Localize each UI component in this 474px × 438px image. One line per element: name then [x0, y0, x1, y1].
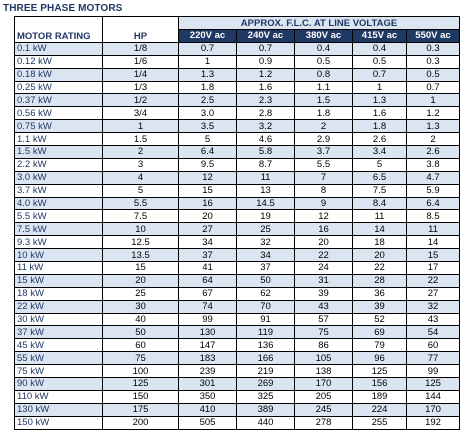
cell-550v: 125	[407, 378, 460, 391]
cell-hp: 3/4	[103, 107, 179, 120]
motor-current-table	[14, 16, 460, 430]
table-row	[15, 158, 460, 171]
table-row	[15, 378, 460, 391]
cell-motor-rating: 1.5 kW	[15, 146, 103, 159]
cell-550v: 144	[407, 390, 460, 403]
cell-240v: 11	[237, 171, 295, 184]
cell-220v: 147	[179, 339, 237, 352]
cell-240v: 62	[237, 287, 295, 300]
cell-240v: 119	[237, 326, 295, 339]
cell-550v: 11	[407, 223, 460, 236]
cell-240v: 2.3	[237, 94, 295, 107]
cell-415v: 11	[353, 210, 407, 223]
table-row	[15, 223, 460, 236]
cell-415v: 125	[353, 365, 407, 378]
cell-hp: 175	[103, 403, 179, 416]
cell-220v: 239	[179, 365, 237, 378]
cell-220v: 183	[179, 352, 237, 365]
cell-hp: 1/2	[103, 94, 179, 107]
cell-motor-rating: 1.1 kW	[15, 133, 103, 146]
table-row	[15, 94, 460, 107]
cell-220v: 1	[179, 55, 237, 68]
cell-motor-rating: 150 kW	[15, 416, 103, 429]
cell-hp: 50	[103, 326, 179, 339]
cell-220v: 1.8	[179, 81, 237, 94]
cell-550v: 1	[407, 94, 460, 107]
cell-415v: 22	[353, 262, 407, 275]
table-row	[15, 55, 460, 68]
cell-hp: 12.5	[103, 236, 179, 249]
cell-240v: 19	[237, 210, 295, 223]
cell-240v: 13	[237, 184, 295, 197]
table-row	[15, 81, 460, 94]
cell-hp: 125	[103, 378, 179, 391]
header-voltage-415: 415V ac	[353, 30, 407, 43]
cell-motor-rating: 0.75 kW	[15, 120, 103, 133]
cell-550v: 2.6	[407, 146, 460, 159]
cell-380v: 12	[295, 210, 353, 223]
cell-240v: 34	[237, 249, 295, 262]
cell-240v: 4.6	[237, 133, 295, 146]
table-row	[15, 326, 460, 339]
cell-380v: 43	[295, 300, 353, 313]
cell-motor-rating: 37 kW	[15, 326, 103, 339]
cell-220v: 505	[179, 416, 237, 429]
cell-220v: 99	[179, 313, 237, 326]
cell-380v: 1.5	[295, 94, 353, 107]
cell-240v: 269	[237, 378, 295, 391]
cell-220v: 74	[179, 300, 237, 313]
cell-220v: 3.0	[179, 107, 237, 120]
cell-415v: 1.8	[353, 120, 407, 133]
cell-motor-rating: 10 kW	[15, 249, 103, 262]
cell-415v: 1.6	[353, 107, 407, 120]
cell-220v: 130	[179, 326, 237, 339]
cell-415v: 189	[353, 390, 407, 403]
table-row	[15, 68, 460, 81]
cell-220v: 15	[179, 184, 237, 197]
cell-415v: 96	[353, 352, 407, 365]
cell-hp: 3	[103, 158, 179, 171]
cell-240v: 440	[237, 416, 295, 429]
table-row	[15, 300, 460, 313]
table-row	[15, 403, 460, 416]
cell-240v: 1.2	[237, 68, 295, 81]
cell-380v: 24	[295, 262, 353, 275]
cell-220v: 37	[179, 249, 237, 262]
cell-240v: 50	[237, 274, 295, 287]
cell-220v: 64	[179, 274, 237, 287]
cell-220v: 20	[179, 210, 237, 223]
cell-motor-rating: 3.7 kW	[15, 184, 103, 197]
cell-240v: 0.9	[237, 55, 295, 68]
cell-hp: 15	[103, 262, 179, 275]
cell-220v: 1.3	[179, 68, 237, 81]
cell-380v: 1.1	[295, 81, 353, 94]
cell-hp: 1/3	[103, 81, 179, 94]
cell-380v: 138	[295, 365, 353, 378]
cell-550v: 170	[407, 403, 460, 416]
cell-415v: 7.5	[353, 184, 407, 197]
cell-380v: 7	[295, 171, 353, 184]
cell-415v: 79	[353, 339, 407, 352]
cell-hp: 1/4	[103, 68, 179, 81]
cell-hp: 20	[103, 274, 179, 287]
cell-240v: 0.7	[237, 42, 295, 55]
cell-380v: 0.8	[295, 68, 353, 81]
cell-380v: 3.7	[295, 146, 353, 159]
table-row	[15, 107, 460, 120]
cell-550v: 22	[407, 274, 460, 287]
header-group-row	[15, 17, 460, 30]
table-row	[15, 197, 460, 210]
cell-220v: 301	[179, 378, 237, 391]
header-hp: HP	[103, 30, 179, 43]
cell-380v: 9	[295, 197, 353, 210]
cell-550v: 0.3	[407, 42, 460, 55]
cell-motor-rating: 18 kW	[15, 287, 103, 300]
cell-hp: 30	[103, 300, 179, 313]
header-motor-rating: MOTOR RATING	[15, 30, 103, 43]
cell-motor-rating: 110 kW	[15, 390, 103, 403]
table-row	[15, 262, 460, 275]
cell-hp: 4	[103, 171, 179, 184]
cell-415v: 156	[353, 378, 407, 391]
cell-415v: 0.7	[353, 68, 407, 81]
cell-240v: 32	[237, 236, 295, 249]
cell-550v: 192	[407, 416, 460, 429]
header-columns-row	[15, 30, 460, 43]
cell-240v: 70	[237, 300, 295, 313]
cell-380v: 31	[295, 274, 353, 287]
cell-motor-rating: 0.12 kW	[15, 55, 103, 68]
cell-380v: 22	[295, 249, 353, 262]
cell-380v: 16	[295, 223, 353, 236]
table-row	[15, 42, 460, 55]
cell-550v: 1.2	[407, 107, 460, 120]
cell-220v: 12	[179, 171, 237, 184]
cell-motor-rating: 9.3 kW	[15, 236, 103, 249]
cell-hp: 1/8	[103, 42, 179, 55]
cell-hp: 150	[103, 390, 179, 403]
cell-550v: 77	[407, 352, 460, 365]
header-blank-cell	[15, 17, 103, 30]
cell-550v: 17	[407, 262, 460, 275]
cell-240v: 2.8	[237, 107, 295, 120]
cell-240v: 325	[237, 390, 295, 403]
cell-380v: 1.8	[295, 107, 353, 120]
cell-415v: 224	[353, 403, 407, 416]
cell-motor-rating: 15 kW	[15, 274, 103, 287]
table-row	[15, 120, 460, 133]
table-row	[15, 313, 460, 326]
cell-415v: 1	[353, 81, 407, 94]
cell-550v: 6.4	[407, 197, 460, 210]
cell-380v: 2	[295, 120, 353, 133]
cell-220v: 5	[179, 133, 237, 146]
cell-415v: 28	[353, 274, 407, 287]
cell-550v: 1.3	[407, 120, 460, 133]
cell-220v: 410	[179, 403, 237, 416]
table-row	[15, 133, 460, 146]
table-row	[15, 184, 460, 197]
cell-415v: 2.6	[353, 133, 407, 146]
cell-hp: 1/6	[103, 55, 179, 68]
cell-240v: 91	[237, 313, 295, 326]
cell-motor-rating: 4.0 kW	[15, 197, 103, 210]
cell-motor-rating: 0.25 kW	[15, 81, 103, 94]
cell-motor-rating: 11 kW	[15, 262, 103, 275]
cell-240v: 14.5	[237, 197, 295, 210]
cell-motor-rating: 2.2 kW	[15, 158, 103, 171]
cell-hp: 40	[103, 313, 179, 326]
cell-550v: 15	[407, 249, 460, 262]
cell-220v: 0.7	[179, 42, 237, 55]
table-row	[15, 365, 460, 378]
cell-380v: 0.4	[295, 42, 353, 55]
cell-220v: 6.4	[179, 146, 237, 159]
cell-550v: 2	[407, 133, 460, 146]
header-voltage-240: 240V ac	[237, 30, 295, 43]
cell-hp: 25	[103, 287, 179, 300]
cell-240v: 1.6	[237, 81, 295, 94]
cell-550v: 27	[407, 287, 460, 300]
cell-380v: 0.5	[295, 55, 353, 68]
cell-motor-rating: 7.5 kW	[15, 223, 103, 236]
cell-motor-rating: 0.37 kW	[15, 94, 103, 107]
cell-hp: 60	[103, 339, 179, 352]
cell-550v: 0.3	[407, 55, 460, 68]
cell-550v: 5.9	[407, 184, 460, 197]
cell-415v: 69	[353, 326, 407, 339]
cell-hp: 200	[103, 416, 179, 429]
table-row	[15, 287, 460, 300]
cell-550v: 54	[407, 326, 460, 339]
cell-motor-rating: 30 kW	[15, 313, 103, 326]
cell-220v: 41	[179, 262, 237, 275]
table-row	[15, 339, 460, 352]
header-voltage-220: 220V ac	[179, 30, 237, 43]
cell-hp: 7.5	[103, 210, 179, 223]
cell-hp: 75	[103, 352, 179, 365]
table-row	[15, 249, 460, 262]
cell-240v: 3.2	[237, 120, 295, 133]
cell-380v: 278	[295, 416, 353, 429]
page-title: THREE PHASE MOTORS	[3, 3, 123, 14]
cell-415v: 0.5	[353, 55, 407, 68]
cell-380v: 170	[295, 378, 353, 391]
cell-motor-rating: 0.18 kW	[15, 68, 103, 81]
cell-415v: 3.4	[353, 146, 407, 159]
cell-550v: 3.8	[407, 158, 460, 171]
cell-220v: 3.5	[179, 120, 237, 133]
cell-415v: 39	[353, 300, 407, 313]
cell-220v: 27	[179, 223, 237, 236]
cell-hp: 2	[103, 146, 179, 159]
cell-380v: 105	[295, 352, 353, 365]
cell-motor-rating: 90 kW	[15, 378, 103, 391]
cell-415v: 20	[353, 249, 407, 262]
cell-motor-rating: 5.5 kW	[15, 210, 103, 223]
cell-380v: 57	[295, 313, 353, 326]
cell-550v: 8.5	[407, 210, 460, 223]
header-blank-cell	[103, 17, 179, 30]
cell-motor-rating: 130 kW	[15, 403, 103, 416]
cell-220v: 2.5	[179, 94, 237, 107]
table-row	[15, 210, 460, 223]
cell-220v: 350	[179, 390, 237, 403]
cell-550v: 99	[407, 365, 460, 378]
cell-550v: 43	[407, 313, 460, 326]
table-row	[15, 274, 460, 287]
cell-240v: 25	[237, 223, 295, 236]
cell-motor-rating: 45 kW	[15, 339, 103, 352]
table-row	[15, 236, 460, 249]
cell-motor-rating: 3.0 kW	[15, 171, 103, 184]
cell-550v: 0.7	[407, 81, 460, 94]
cell-240v: 37	[237, 262, 295, 275]
cell-380v: 75	[295, 326, 353, 339]
cell-220v: 34	[179, 236, 237, 249]
cell-415v: 18	[353, 236, 407, 249]
cell-220v: 16	[179, 197, 237, 210]
cell-motor-rating: 55 kW	[15, 352, 103, 365]
table-row	[15, 352, 460, 365]
cell-hp: 13.5	[103, 249, 179, 262]
cell-550v: 60	[407, 339, 460, 352]
cell-380v: 245	[295, 403, 353, 416]
cell-415v: 36	[353, 287, 407, 300]
cell-415v: 1.3	[353, 94, 407, 107]
cell-380v: 20	[295, 236, 353, 249]
cell-550v: 4.7	[407, 171, 460, 184]
cell-415v: 5	[353, 158, 407, 171]
cell-380v: 39	[295, 287, 353, 300]
cell-motor-rating: 22 kW	[15, 300, 103, 313]
cell-motor-rating: 0.56 kW	[15, 107, 103, 120]
cell-hp: 1.5	[103, 133, 179, 146]
table-row	[15, 171, 460, 184]
cell-motor-rating: 75 kW	[15, 365, 103, 378]
table-row	[15, 146, 460, 159]
cell-220v: 67	[179, 287, 237, 300]
cell-415v: 0.4	[353, 42, 407, 55]
table-body	[15, 42, 460, 429]
cell-220v: 9.5	[179, 158, 237, 171]
cell-240v: 166	[237, 352, 295, 365]
cell-motor-rating: 0.1 kW	[15, 42, 103, 55]
cell-415v: 52	[353, 313, 407, 326]
cell-380v: 2.9	[295, 133, 353, 146]
cell-380v: 86	[295, 339, 353, 352]
table-row	[15, 390, 460, 403]
cell-380v: 5.5	[295, 158, 353, 171]
cell-hp: 1	[103, 120, 179, 133]
cell-415v: 255	[353, 416, 407, 429]
cell-hp: 5.5	[103, 197, 179, 210]
header-group-label: APPROX. F.L.C. AT LINE VOLTAGE	[179, 17, 460, 30]
cell-380v: 205	[295, 390, 353, 403]
cell-240v: 5.8	[237, 146, 295, 159]
cell-550v: 0.5	[407, 68, 460, 81]
cell-415v: 14	[353, 223, 407, 236]
cell-380v: 8	[295, 184, 353, 197]
header-voltage-380: 380V ac	[295, 30, 353, 43]
cell-hp: 5	[103, 184, 179, 197]
cell-240v: 219	[237, 365, 295, 378]
cell-hp: 100	[103, 365, 179, 378]
cell-550v: 14	[407, 236, 460, 249]
cell-415v: 8.4	[353, 197, 407, 210]
header-voltage-550: 550V ac	[407, 30, 460, 43]
cell-240v: 8.7	[237, 158, 295, 171]
cell-550v: 32	[407, 300, 460, 313]
cell-hp: 10	[103, 223, 179, 236]
cell-415v: 6.5	[353, 171, 407, 184]
table-row	[15, 416, 460, 429]
cell-240v: 136	[237, 339, 295, 352]
cell-240v: 389	[237, 403, 295, 416]
